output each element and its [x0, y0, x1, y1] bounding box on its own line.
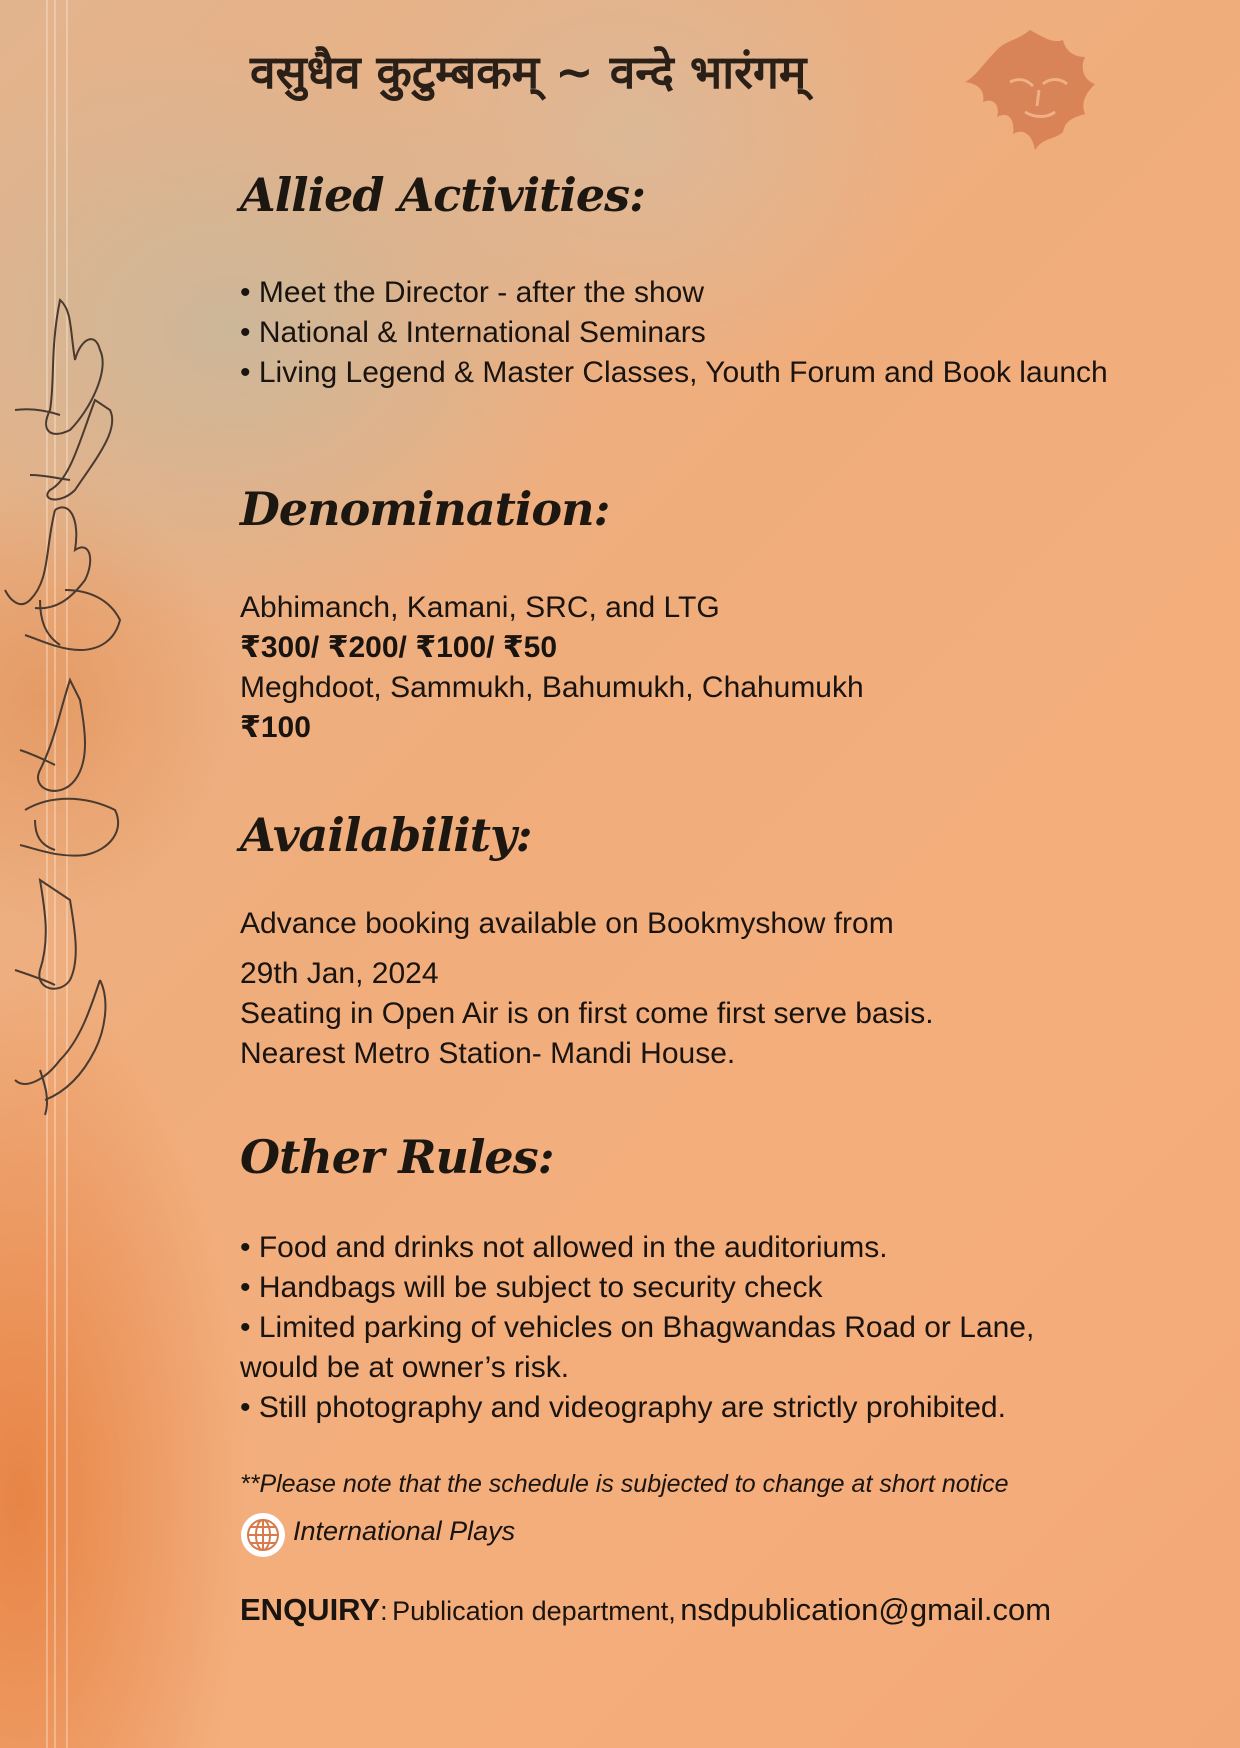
allied-item: • Meet the Director - after the show [240, 276, 705, 309]
rule-item: • Limited parking of vehicles on Bhagwandas Road or Lane, would be at owner’s risk. [240, 1311, 1035, 1384]
enquiry-label: ENQUIRY [240, 1592, 381, 1627]
enquiry-email-link[interactable]: nsdpublication@gmail.com [680, 1592, 1052, 1627]
globe-icon [240, 1512, 286, 1558]
availability-line: Advance booking available on Bookmyshow from [240, 907, 894, 940]
allied-item: • Living Legend & Master Classes, Youth Forum and Book launch [240, 356, 1108, 389]
denomination-heading: Denomination: [240, 482, 610, 536]
rule-item: • Still photography and videography are strictly prohibited. [240, 1391, 1006, 1424]
availability-line: 29th Jan, 2024 [240, 957, 439, 990]
venues-group-2: Meghdoot, Sammukh, Bahumukh, Chahumukh [240, 671, 864, 704]
international-plays-label: International Plays [293, 1516, 516, 1546]
enquiry-separator: : [380, 1596, 388, 1626]
rule-item: • Food and drinks not allowed in the auditoriums. [240, 1231, 888, 1264]
enquiry-department: Publication department, [392, 1596, 676, 1626]
hand-mudras-illustration [0, 290, 135, 1240]
allied-activities-heading: Allied Activities: [240, 168, 646, 222]
prices-group-1: ₹300/ ₹200/ ₹100/ ₹50 [240, 631, 558, 664]
other-rules-heading: Other Rules: [240, 1130, 554, 1184]
availability-line: Seating in Open Air is on first come first serve basis. [240, 997, 934, 1030]
venues-group-1: Abhimanch, Kamani, SRC, and LTG [240, 591, 720, 624]
prices-group-2: ₹100 [240, 711, 311, 744]
enquiry-line [240, 1592, 1051, 1628]
deity-face-illustration [955, 22, 1105, 172]
availability-heading: Availability: [240, 808, 532, 862]
schedule-note: **Please note that the schedule is subjected to change at short notice [240, 1470, 1009, 1498]
allied-item: • National & International Seminars [240, 316, 706, 349]
availability-line: Nearest Metro Station- Mandi House. [240, 1037, 736, 1070]
page-title: वसुधैव कुटुम्बकम् ~ वन्दे भारंगम् [250, 45, 807, 99]
rule-item: • Handbags will be subject to security check [240, 1271, 823, 1304]
